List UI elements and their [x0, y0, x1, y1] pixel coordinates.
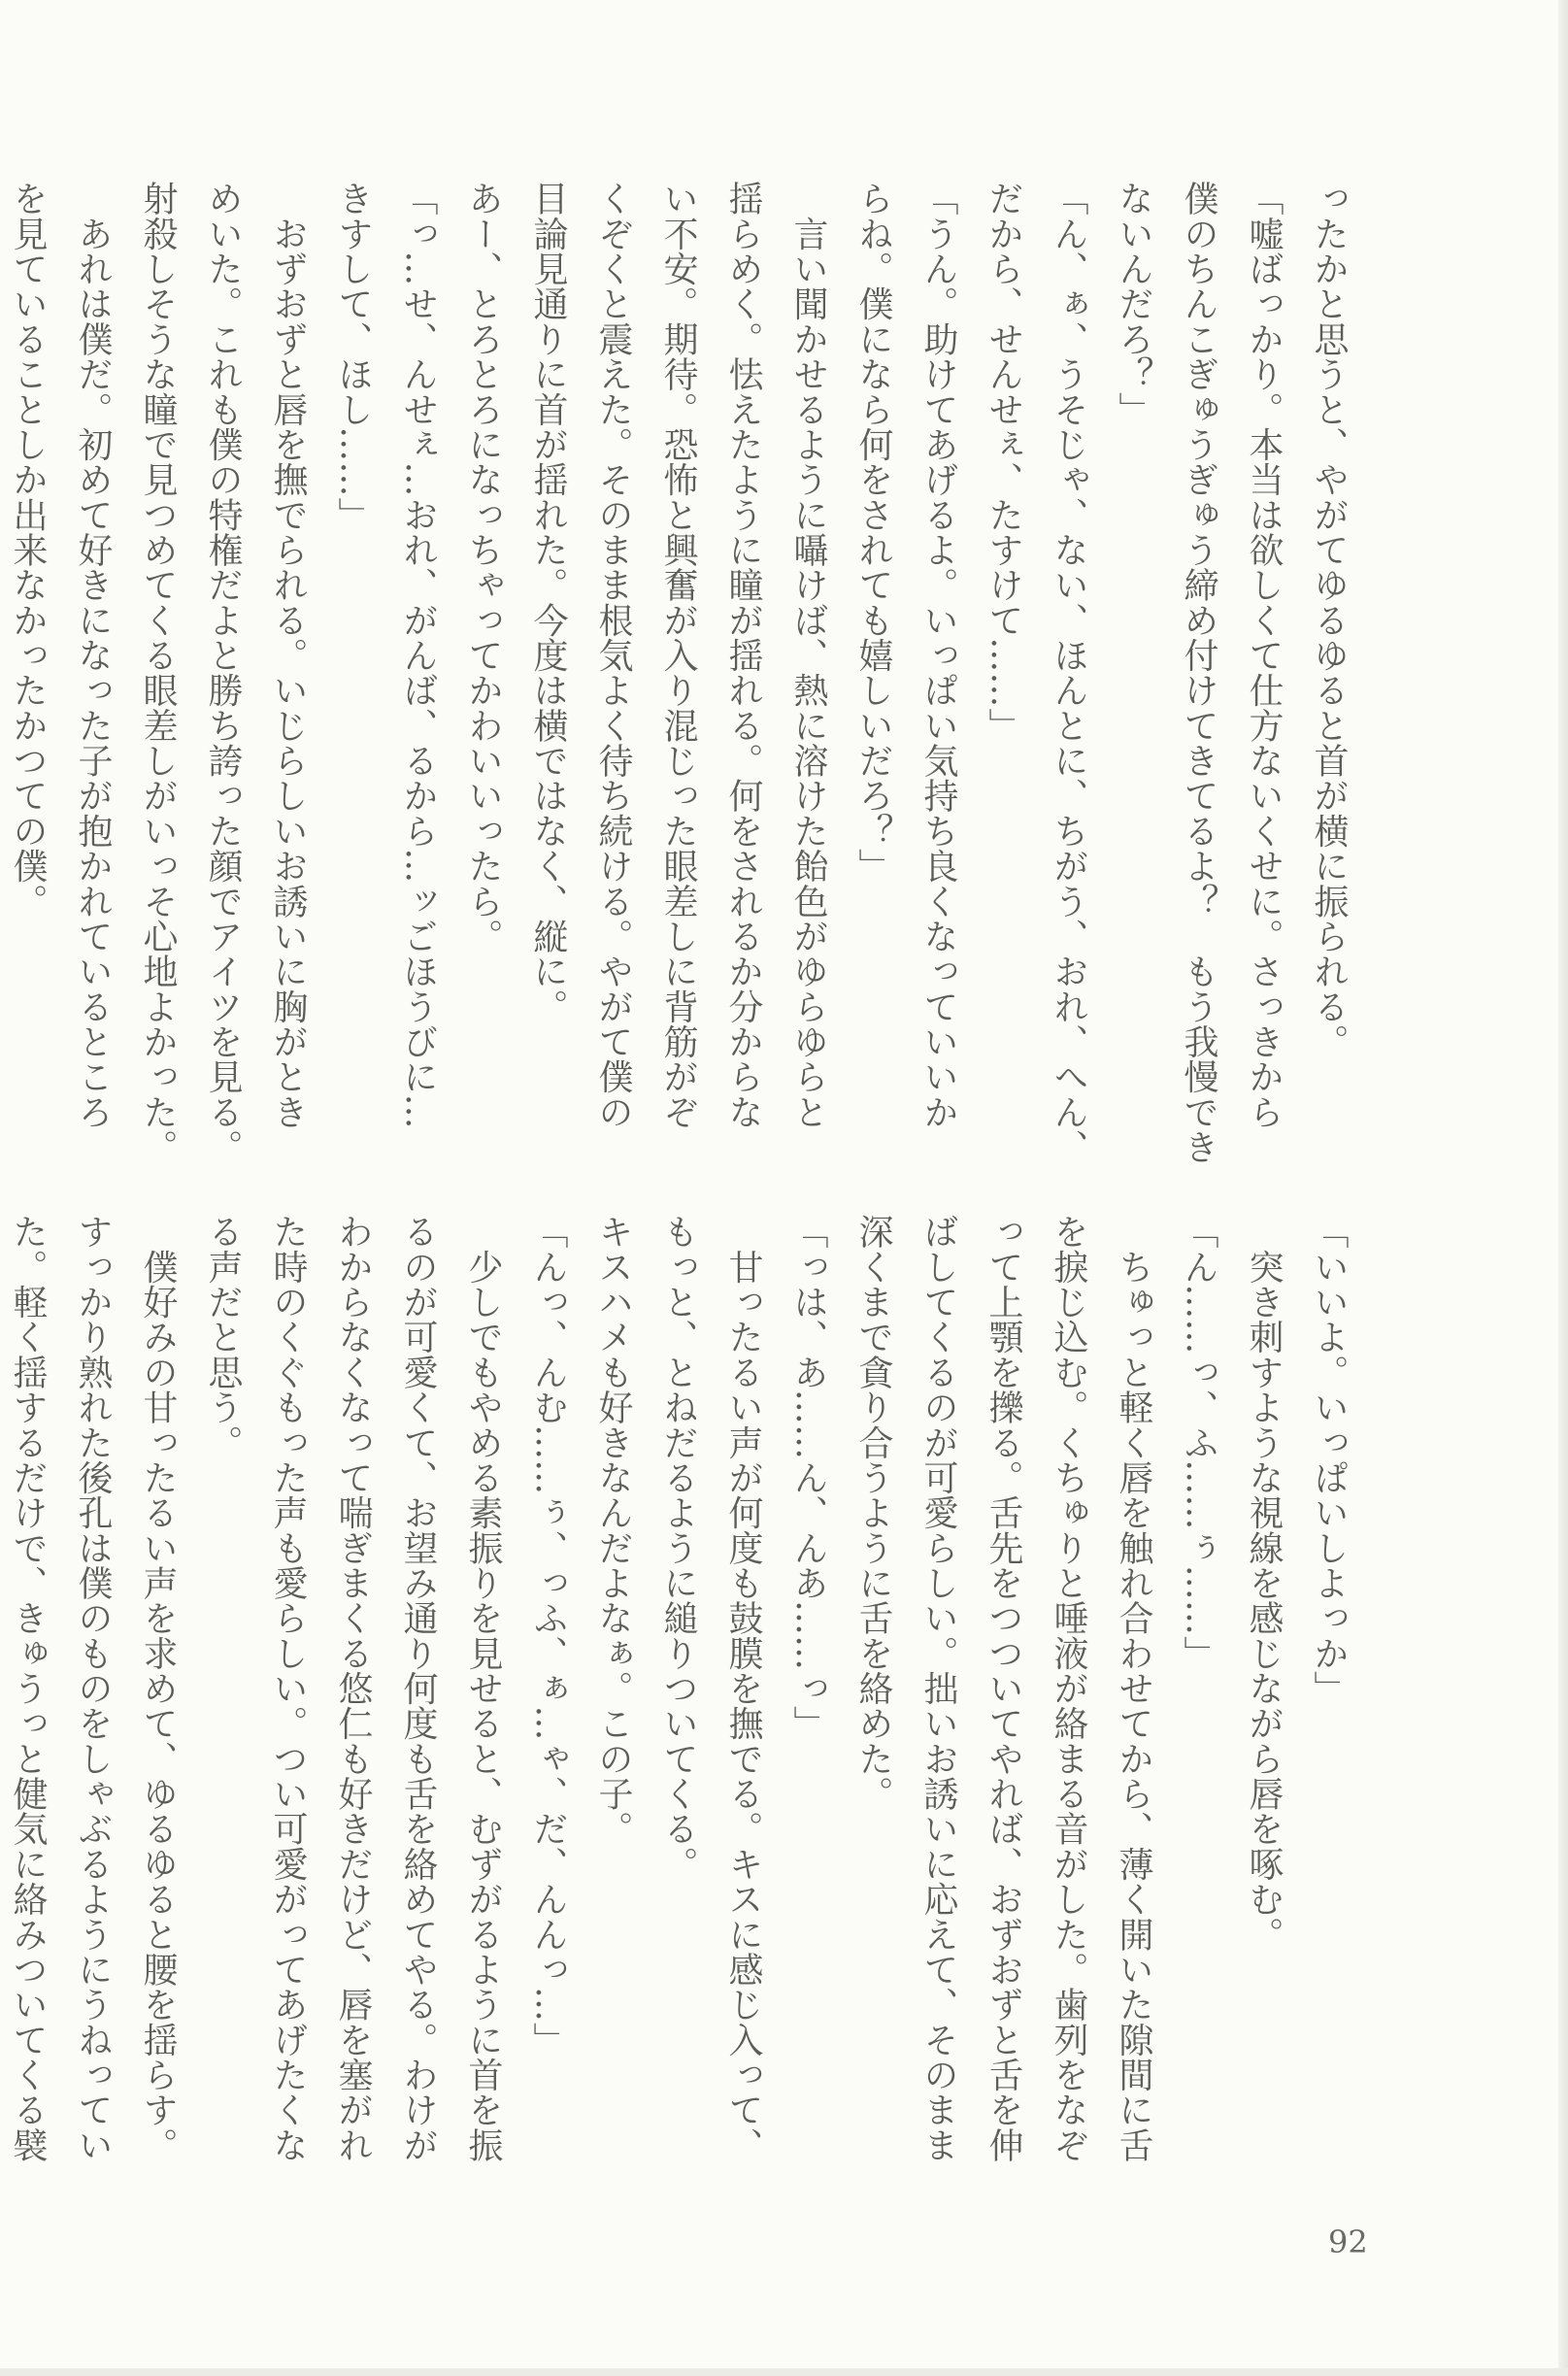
text-line: る声だと思う。 [203, 1214, 243, 1460]
text-line: おずおずと唇を撫でられる。いじらしいお誘いに胸がとき [268, 181, 308, 1129]
text-line: 射殺しそうな瞳で見つめてくる眼差しがいっそ心地よかった。 [138, 181, 178, 1165]
text-line: わからなくなって喘ぎまくる悠仁も好きだけど、唇を塞がれ [333, 1214, 373, 2162]
text-line: 「嘘ばっかり。本当は欲しくて仕方ないくせに。さっきから [1244, 181, 1284, 1129]
text-line: あれは僕だ。初めて好きになった子が抱かれているところ [73, 181, 113, 1129]
page-edge [1558, 0, 1568, 2376]
text-line: ないんだろ？」 [1114, 181, 1153, 427]
text-line: ったかと思うと、やがてゆるゆると首が横に振られる。 [1309, 181, 1349, 1059]
text-line: た時のくぐもった声も愛らしい。つい可愛がってあげたくな [268, 1214, 308, 2162]
text-line: あー、とろとろになっちゃってかわいいったら。 [463, 181, 503, 954]
text-line: ちゅっと軽く唇を触れ合わせてから、薄く開いた隙間に舌 [1114, 1214, 1153, 2162]
text-line: らね。僕になら何をされても嬉しいだろ？」 [853, 181, 893, 884]
text-line: ばしてくるのが可愛らしい。拙いお誘いに応えて、そのまま [918, 1214, 958, 2162]
text-line: た。軽く揺するだけで、きゅうっと健気に絡みついてくる襞 [8, 1214, 48, 2162]
text-line: 言い聞かせるように囁けば、熱に溶けた飴色がゆらゆらと [788, 181, 828, 1129]
text-line: い不安。期待。恐怖と興奮が入り混じった眼差しに背筋がぞ [658, 181, 698, 1129]
text-line: キスハメも好きなんだよなぁ。この子。 [593, 1214, 633, 1847]
text-line: すっかり熟れた後孔は僕のものをしゃぶるようにうねってい [73, 1214, 113, 2162]
text-line: って上顎を擽る。舌先をつついてやれば、おずおずと舌を伸 [984, 1214, 1023, 2162]
text-line: 甘ったるい声が何度も鼓膜を撫でる。キスに感じ入って、 [723, 1214, 763, 2162]
text-line: 突き刺すような視線を感じながら唇を啄む。 [1244, 1214, 1284, 1952]
text-line: 「ん……っ、ふ……ぅ……」 [1179, 1214, 1218, 1671]
text-line: を捩じ込む。くちゅりと唾液が絡まる音がした。歯列をなぞ [1049, 1214, 1088, 2162]
text-block-upper [8, 181, 1361, 1249]
page-number: 92 [1328, 2224, 1368, 2260]
text-line: 目論見通りに首が揺れた。今度は横ではなく、縦に。 [528, 181, 568, 1024]
text-line: 「うん。助けてあげるよ。いっぱい気持ち良くなっていいか [918, 181, 958, 1129]
text-line: 「っ…せ、んせぇ…おれ、がんば、るから…ッごほうびに… [398, 181, 438, 1129]
text-line: るのが可愛くて、お望み通り何度も舌を絡めてやる。わけが [398, 1214, 438, 2162]
text-block-lower [8, 1214, 1361, 2233]
text-line: めいた。これも僕の特権だよと勝ち誇った顔でアイツを見る。 [203, 181, 243, 1165]
text-line: を見ていることしか出来なかったかつての僕。 [8, 181, 48, 919]
text-line: だから、せんせぇ、たすけて……」 [984, 181, 1023, 743]
text-line: きすして、ほし……」 [333, 181, 373, 532]
text-line: くぞくと震えた。そのまま根気よく待ち続ける。やがて僕の [593, 181, 633, 1129]
text-line: 「いいよ。いっぱいしよっか」 [1309, 1214, 1349, 1706]
page-edge-bottom [0, 2368, 1568, 2376]
text-line: 深くまで貪り合うように舌を絡めた。 [853, 1214, 893, 1812]
text-line: もっと、とねだるように縋りついてくる。 [658, 1214, 698, 1882]
text-line: 「っは、あ……ん、んあ……っ」 [788, 1214, 828, 1741]
text-line: 揺らめく。怯えたように瞳が揺れる。何をされるか分からな [723, 181, 763, 1129]
text-line: 「ん、ぁ、うそじゃ、ない、ほんとに、ちがう、おれ、へん、 [1049, 181, 1088, 1165]
text-line: 少しでもやめる素振りを見せると、むずがるように首を振 [463, 1214, 503, 2162]
text-line: 「んっ、んむ……ぅ、っふ、ぁ…ゃ、だ、んんっ…」 [528, 1214, 568, 2058]
text-line: 僕のちんこぎゅうぎゅう締め付けてきてるよ？ もう我慢でき [1179, 181, 1218, 1165]
text-line: 僕好みの甘ったるい声を求めて、ゆるゆると腰を揺らす。 [138, 1214, 178, 2162]
